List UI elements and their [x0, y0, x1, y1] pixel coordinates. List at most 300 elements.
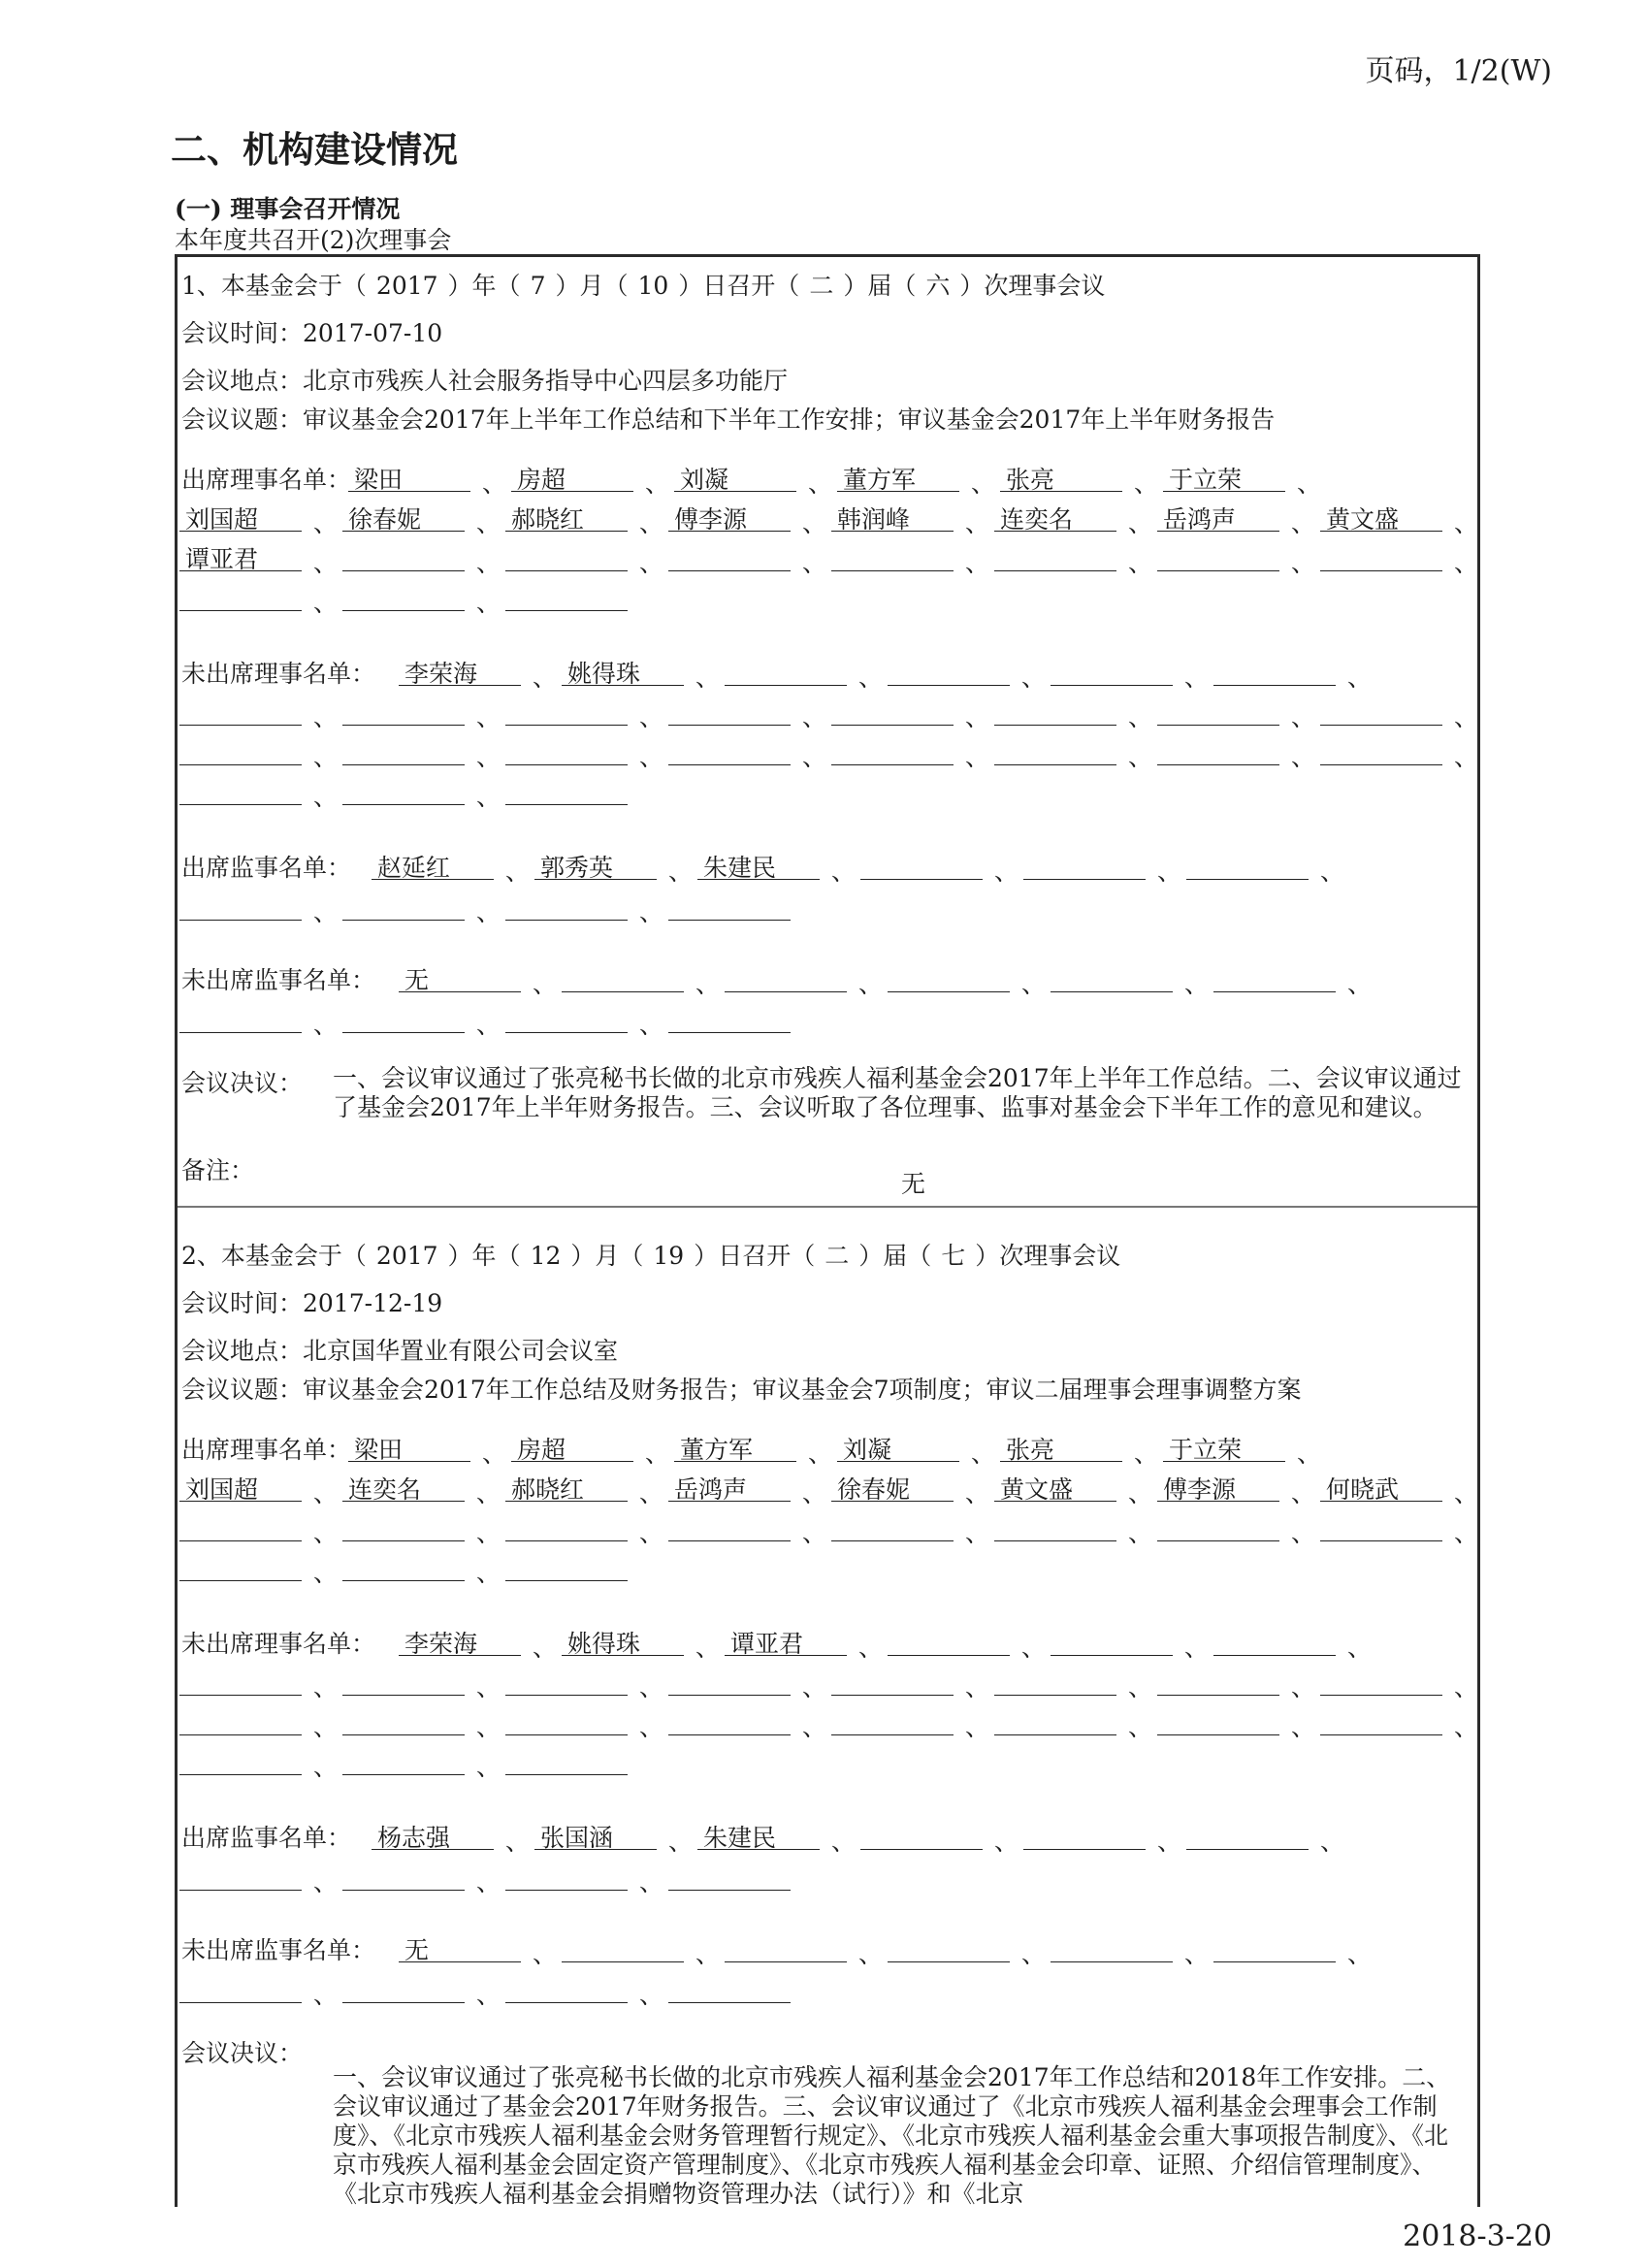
separator-mark: 、 — [639, 1868, 664, 1896]
attended-directors-slot: 徐春妮 — [831, 1471, 954, 1502]
attended-directors-label: 出席理事名单： — [181, 1436, 352, 1464]
separator-mark: 、 — [1021, 1634, 1047, 1662]
attended-directors-slot: 梁田 — [348, 461, 470, 492]
separator-mark: 、 — [313, 1753, 339, 1781]
separator-mark: 、 — [482, 470, 507, 498]
attended-directors-slot — [179, 580, 302, 611]
absent-directors-row — [178, 655, 1477, 692]
separator-mark: 、 — [965, 743, 990, 771]
separator-mark: 、 — [965, 1673, 990, 1701]
separator-mark: 、 — [639, 1713, 664, 1741]
separator-mark: 、 — [1291, 1479, 1316, 1507]
place-label: 会议地点： — [181, 1337, 304, 1365]
absent-supervisors-slot — [1051, 961, 1173, 992]
attended-supervisors-slot: 杨志强 — [372, 1819, 494, 1850]
absent-directors-slot — [831, 695, 954, 726]
separator-mark: 、 — [1291, 743, 1316, 771]
attended-supervisors-slot: 张国涵 — [534, 1819, 657, 1850]
separator-mark: 、 — [313, 743, 339, 771]
absent-directors-slot — [1320, 695, 1442, 726]
separator-mark: 、 — [505, 1828, 531, 1856]
absent-directors-slot — [505, 695, 628, 726]
absent-supervisors-row — [178, 1931, 1477, 1968]
separator-mark: 、 — [802, 743, 827, 771]
separator-mark: 、 — [1157, 858, 1182, 886]
absent-directors-slot — [342, 1704, 465, 1735]
meeting-index: 2、本基金会于（ — [181, 1242, 367, 1270]
separator-mark: 、 — [476, 1673, 501, 1701]
absent-directors-slot — [1157, 1665, 1279, 1696]
separator-mark: 、 — [482, 1440, 507, 1468]
absent-directors-slot: 姚得珠 — [562, 655, 684, 686]
separator-mark: 、 — [1021, 1940, 1047, 1968]
attended-directors-slot — [179, 1510, 302, 1541]
separator-mark: 、 — [1128, 1673, 1153, 1701]
attended-directors-slot — [1157, 1510, 1279, 1541]
attended-directors-slot: 刘国超 — [179, 1471, 302, 1502]
absent-supervisors-slot — [725, 961, 847, 992]
attended-directors-slot — [831, 1510, 954, 1541]
separator-mark: 、 — [1128, 549, 1153, 577]
separator-mark: 、 — [965, 1519, 990, 1547]
attended-directors-slot — [1157, 540, 1279, 571]
attended-supervisors-slot — [860, 849, 983, 880]
meeting-time-line — [181, 314, 442, 349]
separator-mark: 、 — [668, 858, 694, 886]
attended-directors-slot: 张亮 — [1000, 461, 1122, 492]
attended-directors-row — [178, 461, 1477, 498]
separator-mark: 、 — [476, 1868, 501, 1896]
attended-directors-slot: 于立荣 — [1163, 461, 1285, 492]
separator-mark: 、 — [802, 1713, 827, 1741]
absent-directors-slot — [831, 734, 954, 765]
absent-supervisors-slot — [562, 1931, 684, 1962]
separator-mark: 、 — [858, 664, 884, 692]
meeting-place: 北京国华置业有限公司会议室 — [303, 1337, 619, 1365]
separator-mark: 、 — [313, 589, 339, 617]
attended-directors-slot — [342, 540, 465, 571]
meeting-heading — [181, 267, 1105, 302]
meeting-day: 10 — [637, 272, 669, 300]
separator-mark: 、 — [313, 1713, 339, 1741]
attended-directors-slot — [994, 540, 1116, 571]
absent-directors-slot — [668, 734, 791, 765]
attended-supervisors-slot — [1186, 849, 1309, 880]
separator-mark: 、 — [476, 589, 501, 617]
separator-mark: 、 — [802, 509, 827, 537]
separator-mark: 、 — [1184, 970, 1210, 998]
separator-mark: 、 — [965, 509, 990, 537]
separator-mark: 、 — [1134, 1440, 1159, 1468]
separator-mark: 、 — [965, 703, 990, 731]
separator-mark: 、 — [1184, 1940, 1210, 1968]
absent-supervisors-slot — [179, 1972, 302, 2003]
absent-directors-slot — [1157, 734, 1279, 765]
separator-mark: 、 — [476, 898, 501, 926]
absent-directors-slot — [1051, 655, 1173, 686]
separator-mark: 、 — [1297, 470, 1322, 498]
separator-mark: 、 — [476, 1713, 501, 1741]
attended-directors-slot: 傅李源 — [668, 501, 791, 532]
absent-directors-slot: 李荣海 — [399, 655, 521, 686]
attended-supervisors-slot — [860, 1819, 983, 1850]
attended-directors-slot — [505, 580, 628, 611]
separator-mark: 、 — [1320, 1828, 1345, 1856]
separator-mark: 、 — [1454, 509, 1479, 537]
meeting-topic-line — [181, 1371, 1302, 1406]
meetings-table — [175, 254, 1480, 2207]
separator-mark: 、 — [476, 1753, 501, 1781]
absent-directors-slot — [1157, 1704, 1279, 1735]
separator-mark: 、 — [1454, 703, 1479, 731]
attended-directors-slot: 连奕名 — [342, 1471, 465, 1502]
absent-supervisors-slot — [668, 1002, 791, 1033]
attended-directors-row — [178, 1471, 1479, 1507]
meeting-month: 12 — [530, 1242, 562, 1270]
absent-supervisors-slot — [888, 961, 1010, 992]
separator-mark: 、 — [313, 1479, 339, 1507]
absent-directors-slot — [994, 695, 1116, 726]
separator-mark: 、 — [313, 1011, 339, 1039]
separator-mark: 、 — [1347, 1634, 1373, 1662]
day-suffix: ）日召开（ — [678, 272, 800, 300]
separator-mark: 、 — [533, 664, 558, 692]
separator-mark: 、 — [831, 1828, 857, 1856]
resolution-text: 一、会议审议通过了张亮秘书长做的北京市残疾人福利基金会2017年上半年工作总结。二、会议审议通过了基金会2017年上半年财务报告。三、会议听取了各位理事、监事对基金会下半年工作的意见和建议。 — [333, 1064, 1462, 1121]
separator-mark: 、 — [533, 1634, 558, 1662]
separator-mark: 、 — [645, 1440, 670, 1468]
meeting-time: 2017-12-19 — [303, 1289, 443, 1317]
meeting-count: 六 — [925, 272, 951, 300]
attended-directors-slot: 韩润峰 — [831, 501, 954, 532]
absent-directors-slot — [1320, 1665, 1442, 1696]
absent-directors-row — [178, 734, 1479, 771]
absent-directors-slot — [179, 1665, 302, 1696]
separator-mark: 、 — [1454, 549, 1479, 577]
absent-directors-slot — [994, 734, 1116, 765]
attended-directors-slot — [505, 1550, 628, 1581]
attended-directors-slot — [179, 1550, 302, 1581]
attended-directors-slot: 董方军 — [674, 1431, 796, 1462]
attended-directors-slot — [1320, 1510, 1442, 1541]
attended-directors-slot — [342, 580, 465, 611]
separator-mark: 、 — [808, 470, 833, 498]
meeting-topic-line — [181, 401, 1275, 436]
separator-mark: 、 — [639, 509, 664, 537]
separator-mark: 、 — [476, 509, 501, 537]
separator-mark: 、 — [639, 549, 664, 577]
separator-mark: 、 — [476, 1479, 501, 1507]
attended-directors-slot: 黄文盛 — [994, 1471, 1116, 1502]
absent-supervisors-slot — [562, 961, 684, 992]
time-label: 会议时间： — [181, 319, 304, 347]
separator-mark: 、 — [802, 549, 827, 577]
report-date: 2018-3-20 — [1403, 2219, 1552, 2253]
absent-directors-slot — [668, 1704, 791, 1735]
attended-supervisors-slot — [505, 1860, 628, 1891]
separator-mark: 、 — [1128, 1713, 1153, 1741]
absent-supervisors-slot — [1051, 1931, 1173, 1962]
absent-directors-slot — [888, 655, 1010, 686]
absent-directors-row — [178, 695, 1479, 731]
meeting-session: 二 — [809, 272, 834, 300]
absent-directors-slot — [994, 1704, 1116, 1735]
absent-directors-slot — [1320, 1704, 1442, 1735]
separator-mark: 、 — [313, 1673, 339, 1701]
absent-supervisors-slot — [179, 1002, 302, 1033]
attended-supervisors-slot — [342, 890, 465, 921]
meeting-year: 2017 — [375, 1242, 438, 1270]
absent-supervisors-slot — [342, 1972, 465, 2003]
separator-mark: 、 — [831, 858, 857, 886]
attended-directors-slot: 郝晓红 — [505, 501, 628, 532]
separator-mark: 、 — [802, 1519, 827, 1547]
absent-directors-slot — [1213, 1625, 1336, 1656]
separator-mark: 、 — [1454, 1479, 1479, 1507]
separator-mark: 、 — [965, 549, 990, 577]
topic-label: 会议议题： — [181, 1376, 304, 1404]
attended-supervisors-slot — [1186, 1819, 1309, 1850]
separator-mark: 、 — [645, 470, 670, 498]
attended-directors-slot: 董方军 — [837, 461, 959, 492]
absent-supervisors-slot — [1213, 961, 1336, 992]
absent-supervisors-label: 未出席监事名单： — [181, 1936, 376, 1964]
attended-directors-row — [178, 1510, 1479, 1547]
attended-directors-slot: 岳鸿声 — [1157, 501, 1279, 532]
absent-directors-slot — [179, 734, 302, 765]
attended-directors-slot: 于立荣 — [1163, 1431, 1285, 1462]
separator-mark: 、 — [1128, 1479, 1153, 1507]
separator-mark: 、 — [639, 743, 664, 771]
absent-directors-slot — [342, 734, 465, 765]
separator-mark: 、 — [1128, 1519, 1153, 1547]
absent-supervisors-row — [178, 961, 1477, 998]
attended-directors-slot: 连奕名 — [994, 501, 1116, 532]
separator-mark: 、 — [533, 970, 558, 998]
separator-mark: 、 — [313, 898, 339, 926]
attended-supervisors-slot — [179, 1860, 302, 1891]
absent-directors-row — [178, 1704, 1479, 1741]
attended-directors-row — [178, 501, 1479, 537]
separator-mark: 、 — [695, 664, 721, 692]
attended-supervisors-row — [178, 849, 1477, 886]
absent-directors-slot — [342, 1665, 465, 1696]
absent-supervisors-row — [178, 1002, 1477, 1039]
separator-mark: 、 — [476, 703, 501, 731]
absent-directors-slot — [505, 734, 628, 765]
note-text: 无 — [901, 1170, 926, 1198]
attended-directors-row — [178, 1431, 1477, 1468]
meeting-index: 1、本基金会于（ — [181, 272, 367, 300]
separator-mark: 、 — [313, 703, 339, 731]
absent-supervisors-slot — [725, 1931, 847, 1962]
attended-supervisors-slot — [505, 890, 628, 921]
attended-supervisors-slot — [1023, 849, 1146, 880]
absent-directors-slot: 李荣海 — [399, 1625, 521, 1656]
section-title: 二、机构建设情况 — [171, 128, 458, 171]
attended-supervisors-label: 出席监事名单： — [181, 854, 352, 882]
attended-supervisors-slot — [342, 1860, 465, 1891]
attended-directors-slot — [831, 540, 954, 571]
separator-mark: 、 — [1297, 1440, 1322, 1468]
separator-mark: 、 — [476, 783, 501, 811]
absent-directors-slot — [1051, 1625, 1173, 1656]
separator-mark: 、 — [1128, 743, 1153, 771]
resolution-text: 一、会议审议通过了张亮秘书长做的北京市残疾人福利基金会2017年工作总结和2018年工作安排。二、会议审议通过了基金会2017年财务报告。三、会议审议通过了《北京市残疾人福利基金会理事会工作制度》、《北京市残疾人福利基金会财务管理暂行规定》、《北京市残疾人福利基金会重大事项报告制度》、《北京市残疾人福利基金会固定资产管理制度》、《北京市残疾人福利基金会印章、证照、介绍信管理制度》、《北京市残疾人福利基金会捐赠物资管理办法（试行）》和《北京 — [333, 2063, 1451, 2208]
session-suffix: ）届（ — [843, 272, 917, 300]
absent-supervisors-slot: 无 — [399, 961, 521, 992]
separator-mark: 、 — [965, 1479, 990, 1507]
meeting-heading — [181, 1237, 1120, 1272]
absent-supervisors-slot — [888, 1931, 1010, 1962]
day-suffix: ）日召开（ — [694, 1242, 816, 1270]
separator-mark: 、 — [476, 1981, 501, 2009]
meeting-place-line — [181, 1332, 618, 1367]
absent-directors-slot — [505, 1744, 628, 1775]
meeting-place: 北京市残疾人社会服务指导中心四层多功能厅 — [303, 367, 789, 395]
absent-directors-row — [178, 774, 1477, 811]
separator-mark: 、 — [1291, 549, 1316, 577]
absent-directors-slot — [1320, 734, 1442, 765]
attended-directors-slot: 梁田 — [348, 1431, 470, 1462]
resolution-label: 会议决议： — [181, 2039, 304, 2067]
absent-directors-slot — [505, 774, 628, 805]
separator-mark: 、 — [476, 1559, 501, 1587]
absent-directors-slot — [831, 1665, 954, 1696]
count-suffix: ）次理事会议 — [975, 1242, 1121, 1270]
absent-directors-slot — [342, 774, 465, 805]
meeting-month: 7 — [530, 272, 546, 300]
separator-mark: 、 — [476, 1519, 501, 1547]
attended-directors-slot — [505, 1510, 628, 1541]
absent-directors-slot — [831, 1704, 954, 1735]
attended-supervisors-slot — [179, 890, 302, 921]
absent-directors-label: 未出席理事名单： — [181, 1630, 376, 1658]
year-suffix: ）年（ — [447, 1242, 521, 1270]
meeting-topic: 审议基金会2017年工作总结及财务报告；审议基金会7项制度；审议二届理事会理事调整方案 — [303, 1376, 1302, 1404]
attended-directors-slot: 岳鸿声 — [668, 1471, 791, 1502]
attended-directors-label: 出席理事名单： — [181, 466, 352, 494]
separator-mark: 、 — [858, 970, 884, 998]
topic-label: 会议议题： — [181, 405, 304, 434]
time-label: 会议时间： — [181, 1289, 304, 1317]
absent-directors-slot — [1213, 655, 1336, 686]
separator-mark: 、 — [313, 509, 339, 537]
attended-directors-slot: 黄文盛 — [1320, 501, 1442, 532]
separator-mark: 、 — [965, 1713, 990, 1741]
separator-mark: 、 — [1157, 1828, 1182, 1856]
attended-directors-slot: 郝晓红 — [505, 1471, 628, 1502]
separator-mark: 、 — [858, 1940, 884, 1968]
meeting-session: 二 — [824, 1242, 850, 1270]
attended-directors-slot: 傅李源 — [1157, 1471, 1279, 1502]
month-suffix: ）月（ — [570, 1242, 644, 1270]
absent-directors-label: 未出席理事名单： — [181, 660, 376, 688]
attended-supervisors-row — [178, 890, 1477, 926]
absent-directors-slot — [179, 1744, 302, 1775]
separator-mark: 、 — [1128, 509, 1153, 537]
separator-mark: 、 — [639, 1981, 664, 2009]
separator-mark: 、 — [639, 703, 664, 731]
absent-supervisors-label: 未出席监事名单： — [181, 966, 376, 994]
attended-directors-slot: 刘凝 — [674, 461, 796, 492]
count-suffix: ）次理事会议 — [959, 272, 1106, 300]
separator-mark: 、 — [313, 783, 339, 811]
separator-mark: 、 — [858, 1634, 884, 1662]
separator-mark: 、 — [695, 970, 721, 998]
meeting-day: 19 — [653, 1242, 685, 1270]
separator-mark: 、 — [1320, 858, 1345, 886]
separator-mark: 、 — [802, 1479, 827, 1507]
separator-mark: 、 — [1291, 1519, 1316, 1547]
absent-directors-slot — [342, 695, 465, 726]
separator-mark: 、 — [1184, 664, 1210, 692]
absent-supervisors-row — [178, 1972, 1477, 2009]
separator-mark: 、 — [1134, 470, 1159, 498]
separator-mark: 、 — [994, 858, 1019, 886]
separator-mark: 、 — [476, 549, 501, 577]
absent-supervisors-slot — [668, 1972, 791, 2003]
absent-directors-slot: 谭亚君 — [725, 1625, 847, 1656]
year-suffix: ）年（ — [447, 272, 521, 300]
separator-mark: 、 — [1454, 1673, 1479, 1701]
attended-directors-slot — [505, 540, 628, 571]
attended-directors-slot: 张亮 — [1000, 1431, 1122, 1462]
session-suffix: ）届（ — [858, 1242, 932, 1270]
separator-mark: 、 — [639, 1519, 664, 1547]
absent-directors-row — [178, 1665, 1479, 1701]
attended-directors-slot: 何晓武 — [1320, 1471, 1442, 1502]
separator-mark: 、 — [1347, 1940, 1373, 1968]
meeting-time-line — [181, 1284, 442, 1319]
attended-directors-slot — [342, 1550, 465, 1581]
absent-directors-slot — [994, 1665, 1116, 1696]
separator-mark: 、 — [476, 1011, 501, 1039]
absent-directors-slot — [668, 695, 791, 726]
attended-supervisors-row — [178, 1819, 1477, 1856]
separator-mark: 、 — [313, 1981, 339, 2009]
separator-mark: 、 — [1291, 1713, 1316, 1741]
separator-mark: 、 — [1291, 1673, 1316, 1701]
absent-supervisors-slot — [505, 1972, 628, 2003]
subsection-title: (一) 理事会召开情况 — [175, 195, 401, 223]
separator-mark: 、 — [639, 898, 664, 926]
meeting-divider — [178, 1206, 1477, 1208]
separator-mark: 、 — [971, 1440, 996, 1468]
attended-supervisors-slot: 赵延红 — [372, 849, 494, 880]
separator-mark: 、 — [505, 858, 531, 886]
separator-mark: 、 — [1021, 664, 1047, 692]
absent-directors-slot — [505, 1704, 628, 1735]
attended-supervisors-label: 出席监事名单： — [181, 1824, 352, 1852]
separator-mark: 、 — [994, 1828, 1019, 1856]
meeting-count: 七 — [941, 1242, 966, 1270]
separator-mark: 、 — [639, 1673, 664, 1701]
absent-directors-slot — [179, 1704, 302, 1735]
absent-directors-slot — [1157, 695, 1279, 726]
separator-mark: 、 — [668, 1828, 694, 1856]
absent-directors-row — [178, 1744, 1477, 1781]
separator-mark: 、 — [1128, 703, 1153, 731]
separator-mark: 、 — [695, 1634, 721, 1662]
absent-directors-slot — [725, 655, 847, 686]
attended-directors-row — [178, 1550, 1477, 1587]
note-label: 备注： — [181, 1156, 255, 1184]
separator-mark: 、 — [1021, 970, 1047, 998]
attended-directors-slot: 刘凝 — [837, 1431, 959, 1462]
separator-mark: 、 — [1291, 703, 1316, 731]
absent-directors-slot: 姚得珠 — [562, 1625, 684, 1656]
